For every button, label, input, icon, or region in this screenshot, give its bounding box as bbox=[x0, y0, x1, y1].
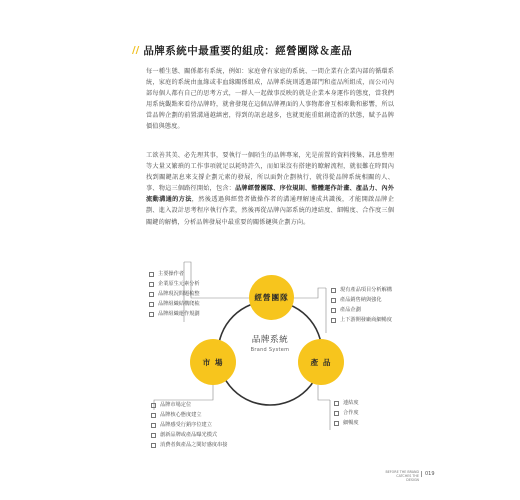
checkbox-icon bbox=[151, 413, 156, 418]
list-product bbox=[331, 285, 392, 325]
checkbox-icon bbox=[331, 298, 336, 303]
list-item: 消費者與產品之間好感度串接 bbox=[151, 440, 227, 450]
footer-caption bbox=[383, 470, 419, 483]
list-item: 合作度 bbox=[334, 408, 359, 418]
checkbox-icon bbox=[331, 308, 336, 313]
list-item: 連結度 bbox=[334, 398, 359, 408]
list-item: 品牌組織運作規劃 bbox=[149, 309, 200, 319]
checkbox-icon bbox=[151, 443, 156, 448]
list-item: 創新品牌或產品曝光模式 bbox=[151, 430, 227, 440]
list-item: 細暢度 bbox=[334, 418, 359, 428]
footer-line-2: CATCHES THE DESIGN bbox=[396, 474, 419, 483]
list-item: 現有產品項目分析解構 bbox=[331, 285, 392, 295]
section-title: 品牌系統中最重要的組成：經營團隊＆產品 bbox=[143, 45, 353, 57]
checkbox-icon bbox=[331, 318, 336, 323]
list-item: 產品企劃 bbox=[331, 305, 392, 315]
center-label bbox=[235, 333, 305, 353]
list-product-sub bbox=[334, 398, 359, 428]
node-product: 產 品 bbox=[298, 339, 344, 385]
list-item: 產品銷售納與強化 bbox=[331, 295, 392, 305]
checkbox-icon bbox=[149, 292, 154, 297]
checkbox-icon bbox=[149, 272, 154, 277]
checkbox-icon bbox=[334, 401, 339, 406]
checkbox-icon bbox=[151, 433, 156, 438]
node-market: 市 場 bbox=[190, 339, 236, 385]
paragraph-2-text-b: ，然後透過與經營者做操作者的溝通理解達成共識後，才能開啟品牌企劃、進入設計思考程序執行作業，然後再從品牌內部系統的連結度、細暢度、合作度三個關鍵的解構，分析品牌發展中最重要的關係鏈與企劃方向。 bbox=[146, 196, 394, 226]
slash-mark-icon: // bbox=[132, 45, 140, 56]
node-team: 經營團隊 bbox=[249, 275, 294, 320]
list-team bbox=[149, 269, 200, 319]
checkbox-icon bbox=[151, 423, 156, 428]
list-item: 品牌感受行銷序位建立 bbox=[151, 420, 227, 430]
connector-team-product-list bbox=[290, 288, 326, 298]
connector-product-sub bbox=[318, 385, 330, 400]
list-item: 主要操作者 bbox=[149, 269, 200, 279]
list-item: 品牌現況問題梳整 bbox=[149, 289, 200, 299]
checkbox-icon bbox=[151, 403, 156, 408]
checkbox-icon bbox=[149, 302, 154, 307]
paragraph-2-text-a: 工欲善其美、必先理其事，要執行一個陌生的品牌專案，光是前置的資料搜集、訊息整理等大量又繁瑣的工作事項就足以耗時許久，而如果沒有搭建的瞭解流程，就很難在時間內找到關鍵訊息來支撐企劃元素的發展，所以面對企劃執行，就得從品牌系統相關的人、事、物這三個路徑開始，包含： bbox=[146, 152, 394, 193]
list-item: 上下游開發廠商細暢度 bbox=[331, 315, 392, 325]
page-number: 019 bbox=[421, 471, 435, 477]
checkbox-icon bbox=[149, 312, 154, 317]
center-label-en: Brand System bbox=[250, 347, 290, 353]
paragraph-1: 每一種生態、關係都有系統，例如：家庭會有家庭的系統、一間企業有企業內部的循環系統，家庭的系統由血緣或非血緣關係組成，品牌系統則透過部門和產品所組成，而公司內部每個人都有自己的思考方式，一群人一起做事反映的就是企業本身運作的態度，當我們用系統觀點來看待品牌時，就會發現在這個品牌裡面的人事物都會互相牽動和影響，所以當品牌企劃的前置溝通越縝密，得到的訊息越多，也就更能重組創造新的狀態，賦予品牌價值與態度。 bbox=[146, 68, 394, 131]
checkbox-icon bbox=[331, 288, 336, 293]
footer-line-1: BEFORE THE BRAND bbox=[385, 470, 419, 474]
list-item: 企業原生元素分析 bbox=[149, 279, 200, 289]
paragraph-2-bold: 品牌經營團隊、序位規則、整體運作計畫、產品力、內外流動溝通的方法 bbox=[146, 185, 395, 204]
list-item: 品牌市場定位 bbox=[151, 400, 227, 410]
checkbox-icon bbox=[149, 282, 154, 287]
list-market bbox=[151, 400, 227, 450]
list-item: 品牌組織結構爬梳 bbox=[149, 299, 200, 309]
checkbox-icon bbox=[334, 421, 339, 426]
checkbox-icon bbox=[334, 411, 339, 416]
list-item: 品牌核心態度建立 bbox=[151, 410, 227, 420]
center-label-zh: 品牌系統 bbox=[251, 335, 289, 345]
